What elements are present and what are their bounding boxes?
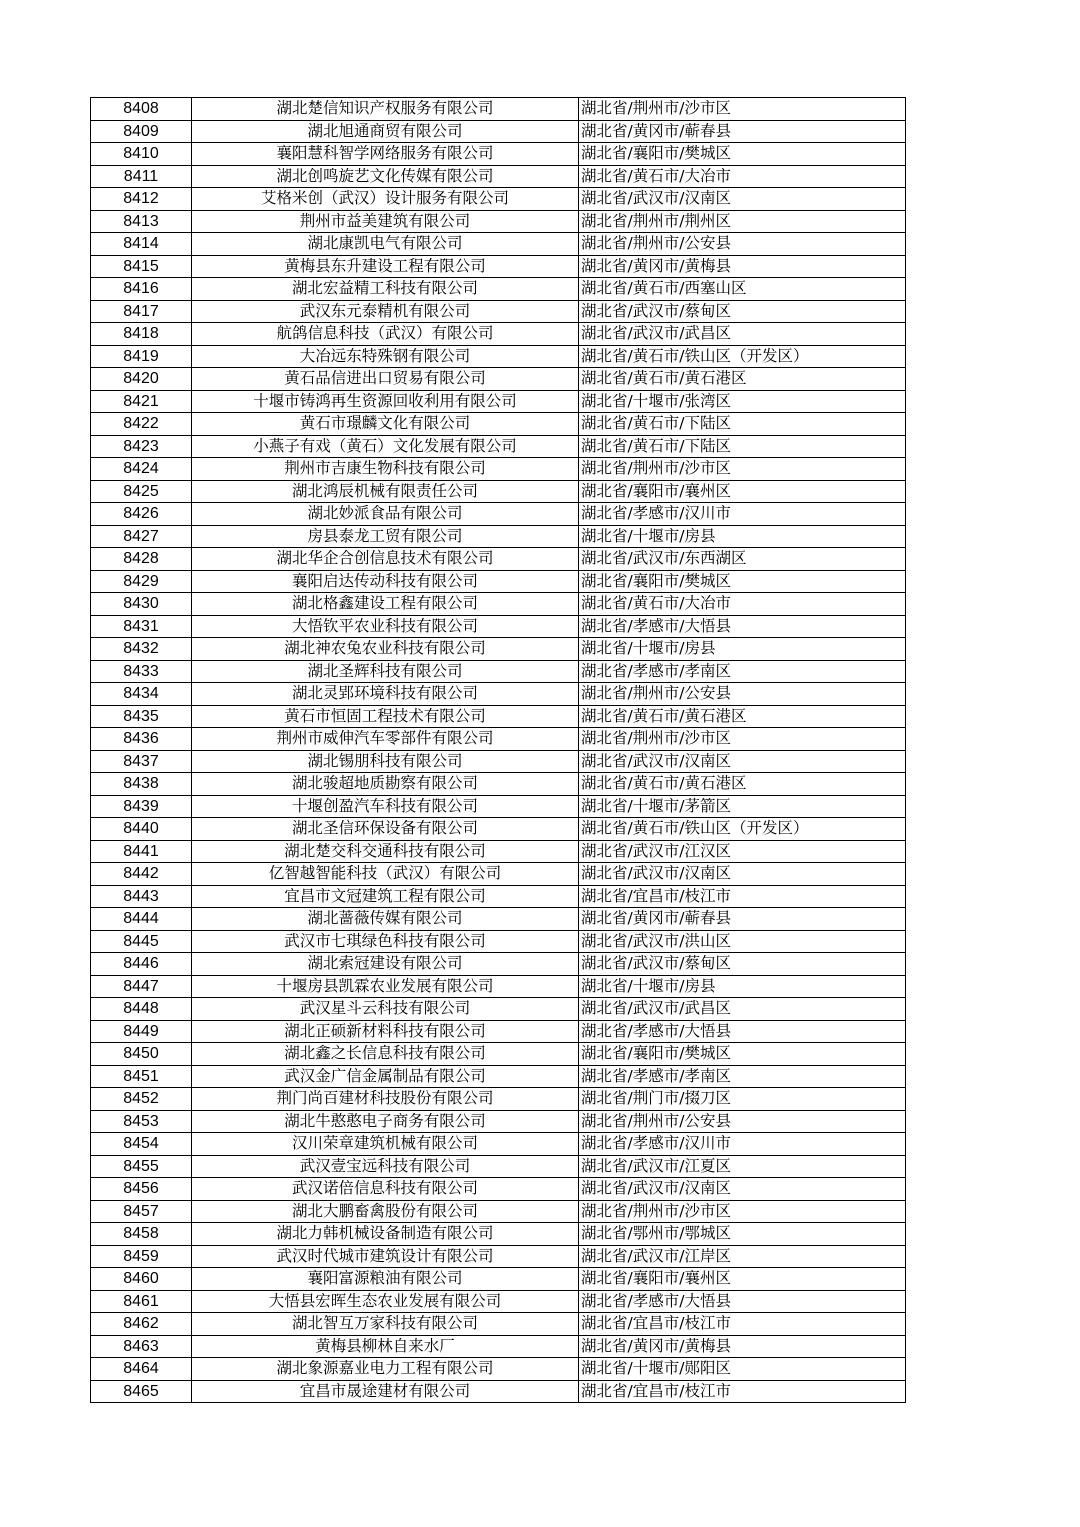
company-name-cell: 武汉壹宝远科技有限公司 bbox=[192, 1155, 579, 1178]
region-cell: 湖北省/武汉市/洪山区 bbox=[579, 930, 906, 953]
table-row bbox=[91, 570, 906, 593]
table-row bbox=[91, 1313, 906, 1336]
region-cell: 湖北省/黄石市/大冶市 bbox=[579, 165, 906, 188]
table-row bbox=[91, 885, 906, 908]
region-cell: 湖北省/黄石市/下陆区 bbox=[579, 435, 906, 458]
table-row bbox=[91, 1268, 906, 1291]
company-name-cell: 湖北鸿辰机械有限责任公司 bbox=[192, 480, 579, 503]
region-cell: 湖北省/武汉市/武昌区 bbox=[579, 323, 906, 346]
region-cell: 湖北省/黄冈市/蕲春县 bbox=[579, 908, 906, 931]
company-name-cell: 湖北索冠建设有限公司 bbox=[192, 953, 579, 976]
table-row bbox=[91, 998, 906, 1021]
company-name-cell: 武汉市七琪绿色科技有限公司 bbox=[192, 930, 579, 953]
table-row bbox=[91, 750, 906, 773]
row-number-cell: 8452 bbox=[91, 1088, 192, 1111]
region-cell: 湖北省/孝感市/汉川市 bbox=[579, 1133, 906, 1156]
company-name-cell: 黄石市璟麟文化有限公司 bbox=[192, 413, 579, 436]
table-row bbox=[91, 300, 906, 323]
company-name-cell: 宜昌市文冠建筑工程有限公司 bbox=[192, 885, 579, 908]
row-number-cell: 8455 bbox=[91, 1155, 192, 1178]
row-number-cell: 8433 bbox=[91, 660, 192, 683]
table-row bbox=[91, 458, 906, 481]
table-row bbox=[91, 593, 906, 616]
table-row bbox=[91, 435, 906, 458]
row-number-cell: 8441 bbox=[91, 840, 192, 863]
table-row bbox=[91, 863, 906, 886]
company-name-cell: 湖北圣信环保设备有限公司 bbox=[192, 818, 579, 841]
company-name-cell: 湖北圣辉科技有限公司 bbox=[192, 660, 579, 683]
region-cell: 湖北省/武汉市/武昌区 bbox=[579, 998, 906, 1021]
region-cell: 湖北省/十堰市/房县 bbox=[579, 525, 906, 548]
row-number-cell: 8454 bbox=[91, 1133, 192, 1156]
region-cell: 湖北省/十堰市/张湾区 bbox=[579, 390, 906, 413]
row-number-cell: 8426 bbox=[91, 503, 192, 526]
company-name-cell: 湖北华企合创信息技术有限公司 bbox=[192, 548, 579, 571]
row-number-cell: 8413 bbox=[91, 210, 192, 233]
row-number-cell: 8464 bbox=[91, 1358, 192, 1381]
company-name-cell: 黄石市恒固工程技术有限公司 bbox=[192, 705, 579, 728]
company-name-cell: 湖北楚信知识产权服务有限公司 bbox=[192, 98, 579, 121]
row-number-cell: 8425 bbox=[91, 480, 192, 503]
region-cell: 湖北省/武汉市/江岸区 bbox=[579, 1245, 906, 1268]
table-row bbox=[91, 210, 906, 233]
region-cell: 湖北省/十堰市/房县 bbox=[579, 975, 906, 998]
region-cell: 湖北省/孝感市/汉川市 bbox=[579, 503, 906, 526]
row-number-cell: 8439 bbox=[91, 795, 192, 818]
company-name-cell: 湖北牛憨憨电子商务有限公司 bbox=[192, 1110, 579, 1133]
table-row bbox=[91, 908, 906, 931]
company-name-cell: 宜昌市晟途建材有限公司 bbox=[192, 1380, 579, 1403]
table-row bbox=[91, 1380, 906, 1403]
row-number-cell: 8416 bbox=[91, 278, 192, 301]
company-name-cell: 武汉星斗云科技有限公司 bbox=[192, 998, 579, 1021]
company-name-cell: 湖北灵郢环境科技有限公司 bbox=[192, 683, 579, 706]
region-cell: 湖北省/孝感市/孝南区 bbox=[579, 1065, 906, 1088]
table-row bbox=[91, 368, 906, 391]
region-cell: 湖北省/十堰市/郧阳区 bbox=[579, 1358, 906, 1381]
row-number-cell: 8415 bbox=[91, 255, 192, 278]
table-row bbox=[91, 1358, 906, 1381]
row-number-cell: 8420 bbox=[91, 368, 192, 391]
company-name-cell: 湖北大鹏畜禽股份有限公司 bbox=[192, 1200, 579, 1223]
row-number-cell: 8459 bbox=[91, 1245, 192, 1268]
row-number-cell: 8412 bbox=[91, 188, 192, 211]
table-row bbox=[91, 615, 906, 638]
region-cell: 湖北省/荆州市/荆州区 bbox=[579, 210, 906, 233]
company-name-cell: 湖北宏益精工科技有限公司 bbox=[192, 278, 579, 301]
row-number-cell: 8436 bbox=[91, 728, 192, 751]
company-name-cell: 襄阳启达传动科技有限公司 bbox=[192, 570, 579, 593]
region-cell: 湖北省/鄂州市/鄂城区 bbox=[579, 1223, 906, 1246]
row-number-cell: 8443 bbox=[91, 885, 192, 908]
region-cell: 湖北省/荆州市/公安县 bbox=[579, 233, 906, 256]
region-cell: 湖北省/宜昌市/枝江市 bbox=[579, 1380, 906, 1403]
company-name-cell: 湖北楚交科交通科技有限公司 bbox=[192, 840, 579, 863]
table-row bbox=[91, 638, 906, 661]
company-name-cell: 湖北锡朋科技有限公司 bbox=[192, 750, 579, 773]
row-number-cell: 8457 bbox=[91, 1200, 192, 1223]
table-row bbox=[91, 413, 906, 436]
region-cell: 湖北省/荆州市/沙市区 bbox=[579, 728, 906, 751]
company-name-cell: 十堰房县凯霖农业发展有限公司 bbox=[192, 975, 579, 998]
table-row bbox=[91, 1335, 906, 1358]
row-number-cell: 8453 bbox=[91, 1110, 192, 1133]
row-number-cell: 8431 bbox=[91, 615, 192, 638]
region-cell: 湖北省/荆门市/掇刀区 bbox=[579, 1088, 906, 1111]
region-cell: 湖北省/武汉市/江夏区 bbox=[579, 1155, 906, 1178]
company-name-cell: 湖北力韩机械设备制造有限公司 bbox=[192, 1223, 579, 1246]
company-name-cell: 房县泰龙工贸有限公司 bbox=[192, 525, 579, 548]
region-cell: 湖北省/襄阳市/襄州区 bbox=[579, 480, 906, 503]
region-cell: 湖北省/宜昌市/枝江市 bbox=[579, 1313, 906, 1336]
region-cell: 湖北省/黄冈市/黄梅县 bbox=[579, 255, 906, 278]
region-cell: 湖北省/武汉市/汉南区 bbox=[579, 750, 906, 773]
row-number-cell: 8430 bbox=[91, 593, 192, 616]
region-cell: 湖北省/武汉市/江汉区 bbox=[579, 840, 906, 863]
table-row bbox=[91, 1290, 906, 1313]
region-cell: 湖北省/孝感市/大悟县 bbox=[579, 615, 906, 638]
table-row bbox=[91, 1065, 906, 1088]
company-name-cell: 湖北康凯电气有限公司 bbox=[192, 233, 579, 256]
table-row bbox=[91, 120, 906, 143]
company-name-cell: 荆州市威伸汽车零部件有限公司 bbox=[192, 728, 579, 751]
row-number-cell: 8440 bbox=[91, 818, 192, 841]
table-row bbox=[91, 683, 906, 706]
company-name-cell: 黄石品信进出口贸易有限公司 bbox=[192, 368, 579, 391]
region-cell: 湖北省/黄石市/西塞山区 bbox=[579, 278, 906, 301]
row-number-cell: 8410 bbox=[91, 143, 192, 166]
row-number-cell: 8444 bbox=[91, 908, 192, 931]
company-name-cell: 湖北妙派食品有限公司 bbox=[192, 503, 579, 526]
row-number-cell: 8446 bbox=[91, 953, 192, 976]
row-number-cell: 8424 bbox=[91, 458, 192, 481]
region-cell: 湖北省/武汉市/汉南区 bbox=[579, 863, 906, 886]
row-number-cell: 8456 bbox=[91, 1178, 192, 1201]
company-name-cell: 湖北创鸣旋艺文化传媒有限公司 bbox=[192, 165, 579, 188]
row-number-cell: 8442 bbox=[91, 863, 192, 886]
row-number-cell: 8427 bbox=[91, 525, 192, 548]
row-number-cell: 8461 bbox=[91, 1290, 192, 1313]
table-row bbox=[91, 548, 906, 571]
table-row bbox=[91, 390, 906, 413]
row-number-cell: 8419 bbox=[91, 345, 192, 368]
row-number-cell: 8435 bbox=[91, 705, 192, 728]
table-row bbox=[91, 165, 906, 188]
region-cell: 湖北省/襄阳市/樊城区 bbox=[579, 143, 906, 166]
row-number-cell: 8458 bbox=[91, 1223, 192, 1246]
region-cell: 湖北省/黄石市/黄石港区 bbox=[579, 773, 906, 796]
table-row bbox=[91, 1020, 906, 1043]
region-cell: 湖北省/黄石市/下陆区 bbox=[579, 413, 906, 436]
table-row bbox=[91, 1223, 906, 1246]
row-number-cell: 8445 bbox=[91, 930, 192, 953]
row-number-cell: 8422 bbox=[91, 413, 192, 436]
row-number-cell: 8418 bbox=[91, 323, 192, 346]
row-number-cell: 8437 bbox=[91, 750, 192, 773]
company-name-cell: 汉川荣章建筑机械有限公司 bbox=[192, 1133, 579, 1156]
company-name-cell: 航鸽信息科技（武汉）有限公司 bbox=[192, 323, 579, 346]
row-number-cell: 8409 bbox=[91, 120, 192, 143]
table-row bbox=[91, 1110, 906, 1133]
company-name-cell: 湖北旭通商贸有限公司 bbox=[192, 120, 579, 143]
row-number-cell: 8417 bbox=[91, 300, 192, 323]
company-name-cell: 大冶远东特殊钢有限公司 bbox=[192, 345, 579, 368]
region-cell: 湖北省/武汉市/汉南区 bbox=[579, 1178, 906, 1201]
row-number-cell: 8448 bbox=[91, 998, 192, 1021]
table-row bbox=[91, 1245, 906, 1268]
company-name-cell: 武汉时代城市建筑设计有限公司 bbox=[192, 1245, 579, 1268]
row-number-cell: 8428 bbox=[91, 548, 192, 571]
region-cell: 湖北省/黄石市/大冶市 bbox=[579, 593, 906, 616]
row-number-cell: 8434 bbox=[91, 683, 192, 706]
table-row bbox=[91, 345, 906, 368]
table-row bbox=[91, 143, 906, 166]
region-cell: 湖北省/宜昌市/枝江市 bbox=[579, 885, 906, 908]
region-cell: 湖北省/荆州市/沙市区 bbox=[579, 98, 906, 121]
company-name-cell: 十堰创盈汽车科技有限公司 bbox=[192, 795, 579, 818]
company-name-cell: 大悟钦平农业科技有限公司 bbox=[192, 615, 579, 638]
region-cell: 湖北省/荆州市/公安县 bbox=[579, 1110, 906, 1133]
table-row bbox=[91, 840, 906, 863]
row-number-cell: 8421 bbox=[91, 390, 192, 413]
company-list-body bbox=[91, 98, 906, 1403]
table-row bbox=[91, 503, 906, 526]
region-cell: 湖北省/黄石市/黄石港区 bbox=[579, 705, 906, 728]
table-row bbox=[91, 323, 906, 346]
company-name-cell: 湖北正硕新材料科技有限公司 bbox=[192, 1020, 579, 1043]
company-name-cell: 十堰市铸鸿再生资源回收利用有限公司 bbox=[192, 390, 579, 413]
company-name-cell: 湖北鑫之长信息科技有限公司 bbox=[192, 1043, 579, 1066]
row-number-cell: 8460 bbox=[91, 1268, 192, 1291]
region-cell: 湖北省/黄冈市/蕲春县 bbox=[579, 120, 906, 143]
table-row bbox=[91, 480, 906, 503]
company-name-cell: 小燕子有戏（黄石）文化发展有限公司 bbox=[192, 435, 579, 458]
company-name-cell: 湖北蔷薇传媒有限公司 bbox=[192, 908, 579, 931]
region-cell: 湖北省/孝感市/大悟县 bbox=[579, 1020, 906, 1043]
company-name-cell: 湖北神农兔农业科技有限公司 bbox=[192, 638, 579, 661]
company-name-cell: 武汉东元泰精机有限公司 bbox=[192, 300, 579, 323]
table-row bbox=[91, 525, 906, 548]
company-name-cell: 荆门尚百建材科技股份有限公司 bbox=[192, 1088, 579, 1111]
table-row bbox=[91, 255, 906, 278]
row-number-cell: 8414 bbox=[91, 233, 192, 256]
region-cell: 湖北省/孝感市/大悟县 bbox=[579, 1290, 906, 1313]
row-number-cell: 8465 bbox=[91, 1380, 192, 1403]
row-number-cell: 8411 bbox=[91, 165, 192, 188]
row-number-cell: 8447 bbox=[91, 975, 192, 998]
table-row bbox=[91, 233, 906, 256]
company-list-table bbox=[90, 97, 906, 1403]
table-row bbox=[91, 930, 906, 953]
table-row bbox=[91, 660, 906, 683]
table-row bbox=[91, 975, 906, 998]
row-number-cell: 8450 bbox=[91, 1043, 192, 1066]
table-row bbox=[91, 1200, 906, 1223]
row-number-cell: 8429 bbox=[91, 570, 192, 593]
region-cell: 湖北省/十堰市/房县 bbox=[579, 638, 906, 661]
company-name-cell: 襄阳慧科智学网络服务有限公司 bbox=[192, 143, 579, 166]
region-cell: 湖北省/荆州市/沙市区 bbox=[579, 1200, 906, 1223]
table-row bbox=[91, 98, 906, 121]
table-row bbox=[91, 795, 906, 818]
company-name-cell: 大悟县宏晖生态农业发展有限公司 bbox=[192, 1290, 579, 1313]
table-row bbox=[91, 728, 906, 751]
region-cell: 湖北省/荆州市/公安县 bbox=[579, 683, 906, 706]
company-name-cell: 荆州市益美建筑有限公司 bbox=[192, 210, 579, 233]
table-row bbox=[91, 1178, 906, 1201]
company-name-cell: 湖北格鑫建设工程有限公司 bbox=[192, 593, 579, 616]
region-cell: 湖北省/武汉市/东西湖区 bbox=[579, 548, 906, 571]
table-row bbox=[91, 953, 906, 976]
company-name-cell: 荆州市吉康生物科技有限公司 bbox=[192, 458, 579, 481]
region-cell: 湖北省/武汉市/蔡甸区 bbox=[579, 300, 906, 323]
region-cell: 湖北省/荆州市/沙市区 bbox=[579, 458, 906, 481]
table-row bbox=[91, 818, 906, 841]
table-row bbox=[91, 1043, 906, 1066]
row-number-cell: 8432 bbox=[91, 638, 192, 661]
row-number-cell: 8451 bbox=[91, 1065, 192, 1088]
company-name-cell: 黄梅县东升建设工程有限公司 bbox=[192, 255, 579, 278]
table-row bbox=[91, 1155, 906, 1178]
company-name-cell: 湖北智互万家科技有限公司 bbox=[192, 1313, 579, 1336]
region-cell: 湖北省/襄阳市/樊城区 bbox=[579, 570, 906, 593]
company-name-cell: 亿智越智能科技（武汉）有限公司 bbox=[192, 863, 579, 886]
region-cell: 湖北省/黄石市/铁山区（开发区） bbox=[579, 818, 906, 841]
table-row bbox=[91, 188, 906, 211]
row-number-cell: 8449 bbox=[91, 1020, 192, 1043]
region-cell: 湖北省/黄石市/铁山区（开发区） bbox=[579, 345, 906, 368]
row-number-cell: 8423 bbox=[91, 435, 192, 458]
company-name-cell: 黄梅县柳林自来水厂 bbox=[192, 1335, 579, 1358]
company-name-cell: 艾格米创（武汉）设计服务有限公司 bbox=[192, 188, 579, 211]
region-cell: 湖北省/襄阳市/襄州区 bbox=[579, 1268, 906, 1291]
region-cell: 湖北省/襄阳市/樊城区 bbox=[579, 1043, 906, 1066]
region-cell: 湖北省/武汉市/汉南区 bbox=[579, 188, 906, 211]
table-row bbox=[91, 773, 906, 796]
company-name-cell: 襄阳富源粮油有限公司 bbox=[192, 1268, 579, 1291]
row-number-cell: 8438 bbox=[91, 773, 192, 796]
region-cell: 湖北省/黄冈市/黄梅县 bbox=[579, 1335, 906, 1358]
region-cell: 湖北省/十堰市/茅箭区 bbox=[579, 795, 906, 818]
company-name-cell: 湖北象源嘉业电力工程有限公司 bbox=[192, 1358, 579, 1381]
table-row bbox=[91, 278, 906, 301]
company-name-cell: 武汉诺倍信息科技有限公司 bbox=[192, 1178, 579, 1201]
table-row bbox=[91, 1088, 906, 1111]
row-number-cell: 8462 bbox=[91, 1313, 192, 1336]
table-row bbox=[91, 1133, 906, 1156]
company-name-cell: 湖北骏超地质勘察有限公司 bbox=[192, 773, 579, 796]
region-cell: 湖北省/孝感市/孝南区 bbox=[579, 660, 906, 683]
company-name-cell: 武汉金广信金属制品有限公司 bbox=[192, 1065, 579, 1088]
row-number-cell: 8408 bbox=[91, 98, 192, 121]
region-cell: 湖北省/武汉市/蔡甸区 bbox=[579, 953, 906, 976]
row-number-cell: 8463 bbox=[91, 1335, 192, 1358]
table-row bbox=[91, 705, 906, 728]
region-cell: 湖北省/黄石市/黄石港区 bbox=[579, 368, 906, 391]
